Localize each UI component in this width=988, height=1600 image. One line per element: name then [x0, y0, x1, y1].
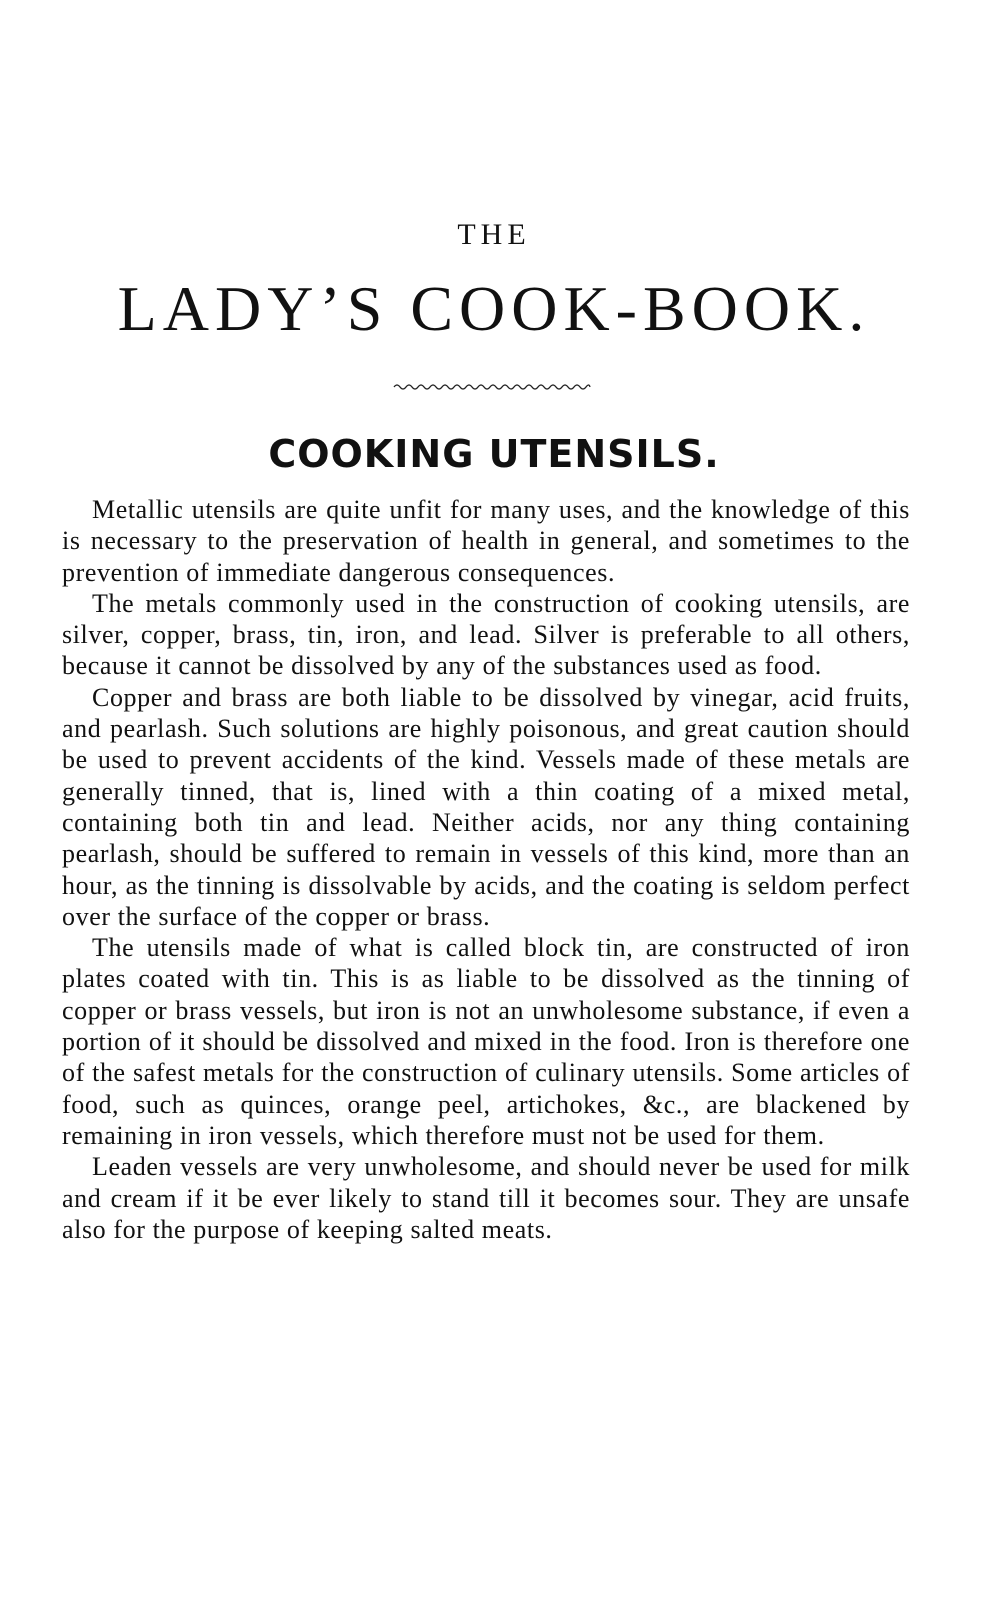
- body-text: [62, 494, 910, 1245]
- section-heading: COOKING UTENSILS.: [268, 432, 720, 476]
- book-title: LADY’S COOK-BOOK.: [117, 273, 871, 344]
- wavy-rule-ornament: [392, 380, 592, 394]
- paragraph: The metals commonly used in the construction of cooking utensils, are silver, copper, brass, tin, iron, and lead. Silver is preferable to all others, because it cannot be dissolved by any of the substances used as food.: [62, 588, 910, 681]
- paragraph: The utensils made of what is called block tin, are constructed of iron plates coated with tin. This is as liable to be dissolved as the tinning of copper or brass vessels, but iron is not an unwholesome substance, if even a portion of it should be dissolved and mixed in the food. Iron is therefore one of the safest metals for the construction of culinary utensils. Some articles of food, such as quinces, orange peel, artichokes, &c., are blackened by remaining in iron vessels, which therefore must not be used for them.: [62, 933, 910, 1150]
- paragraph: Copper and brass are both liable to be dissolved by vinegar, acid fruits, and pearlash. Such solutions are highly poisonous, and great caution should be used to prevent accidents of the kind. Vessels made of these metals are generally tinned, that is, lined with a thin coating of a mixed metal, containing both tin and lead. Neither acids, nor any thing containing pearlash, should be suffered to remain in vessels of this kind, more than an hour, as the tinning is dissolvable by acids, and the coating is seldom perfect over the surface of the copper or brass.: [62, 682, 910, 931]
- paragraph: Leaden vessels are very unwholesome, and should never be used for milk and cream if it be ever likely to stand till it becomes sour. They are unsafe also for the purpose of keeping salted meats.: [62, 1152, 910, 1244]
- paragraph: Metallic utensils are quite unfit for many uses, and the knowledge of this is necessary to the preservation of health in general, and sometimes to the prevention of immediate dangerous consequences.: [62, 495, 910, 587]
- running-title-the: THE: [457, 218, 531, 251]
